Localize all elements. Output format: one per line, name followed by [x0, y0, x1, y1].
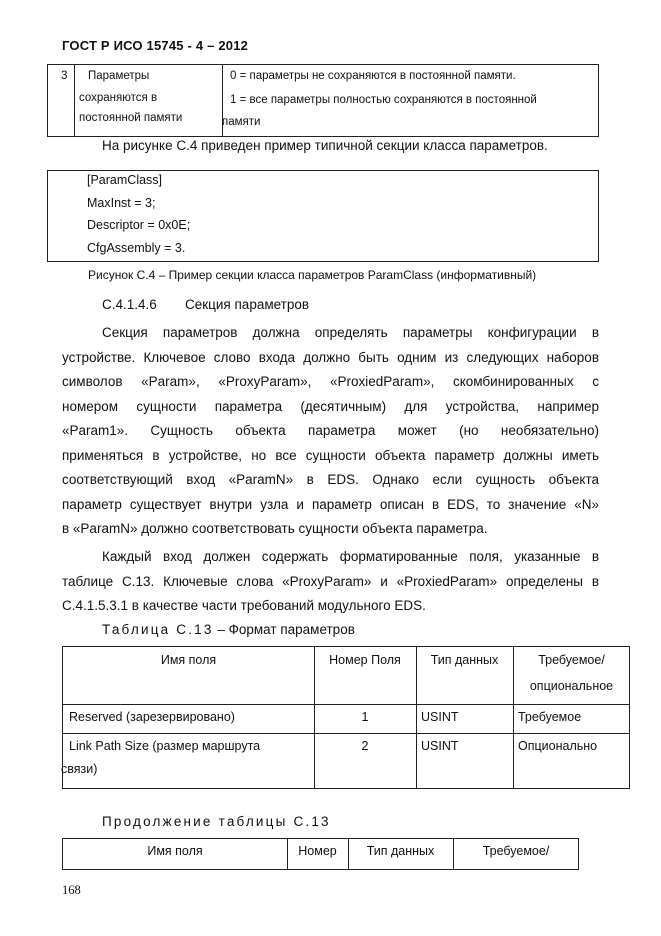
intro-paragraph: На рисунке C.4 приведен пример типичной секции класса параметров.: [102, 138, 548, 153]
param-name-line: сохраняются в: [79, 92, 158, 104]
continuation-title: Продолжение таблицы C.13: [102, 814, 331, 829]
param-desc-line: 1 = все параметры полностью сохраняются в постоянной: [230, 94, 537, 106]
table-title-label: Таблица C.13: [102, 622, 214, 637]
param-name-line: постоянной памяти: [79, 112, 183, 124]
row-name: Reserved (зарезервировано): [69, 710, 235, 724]
header-number: Номер: [298, 844, 337, 858]
table-title: [102, 622, 355, 637]
table-divider: [63, 704, 629, 705]
row-number: 3: [61, 70, 68, 82]
figure-caption: Рисунок C.4 – Пример секции класса параметров ParamClass (информативный): [88, 268, 537, 282]
code-block: [47, 170, 599, 262]
body-line: применяться в устройстве, но все сущности объекта параметр должны иметь: [62, 447, 599, 463]
page-header: ГОСТ Р ИСО 15745 - 4 – 2012: [62, 38, 249, 53]
code-line: Descriptor = 0x0E;: [87, 218, 191, 232]
header-optional: опциональное: [529, 679, 614, 693]
body-line: C.4.1.5.3.1 в качестве части требований модульного EDS.: [62, 598, 426, 613]
body-line: устройстве. Ключевое слово входа должно быть одним из следующих наборов: [62, 349, 599, 365]
body-paragraph-2: [62, 545, 599, 619]
body-line: Секция параметров должна определять параметры конфигурации в: [102, 325, 599, 340]
table-title-rest: – Формат параметров: [213, 622, 355, 637]
param-desc-line: памяти: [222, 116, 261, 128]
code-line: [ParamClass]: [87, 173, 163, 187]
header-name: Имя поля: [147, 844, 203, 858]
continuation-table: [62, 838, 579, 870]
page-number: 168: [62, 883, 81, 897]
body-line: таблице C.13. Ключевые слова «ProxyParam» и «ProxiedParam» определены в: [62, 573, 599, 589]
body-paragraph: [62, 321, 599, 542]
header-required: Требуемое/: [482, 844, 550, 858]
header-required: Требуемое/: [538, 653, 605, 667]
row-required: Требуемое: [518, 710, 582, 724]
body-line: символов «Param», «ProxyParam», «ProxiedParam», скомбинированных с: [62, 374, 599, 389]
body-line: параметр существует внутри узла и параметр описан в EDS, то значение «N»: [62, 496, 599, 512]
row-number: 2: [361, 739, 369, 753]
body-line: Каждый вход должен содержать форматированные поля, указанные в: [102, 549, 599, 564]
body-line: номером сущности параметра (десятичным) для устройства, например: [62, 398, 599, 414]
row-name: Link Path Size (размер маршрута: [69, 739, 261, 753]
table-divider: [74, 65, 75, 136]
header-name: Имя поля: [160, 653, 217, 667]
section-number: C.4.1.4.6: [102, 297, 157, 312]
header-number: Номер Поля: [329, 653, 401, 667]
table-divider: [513, 647, 514, 788]
code-line: CfgAssembly = 3.: [87, 241, 186, 255]
header-type: Тип данных: [366, 844, 435, 858]
body-line: в «ParamN» должно соответствовать сущности объекта параметра.: [62, 521, 488, 536]
header-type: Тип данных: [430, 653, 499, 667]
row-number: 1: [361, 710, 369, 724]
row-required: Опционально: [518, 739, 598, 753]
param-desc-line: 0 = параметры не сохраняются в постоянной памяти.: [230, 70, 516, 82]
row-type: USINT: [421, 710, 459, 724]
table-divider: [63, 733, 629, 734]
param-name-line: Параметры: [88, 70, 150, 82]
top-table: [47, 64, 599, 137]
code-line: MaxInst = 3;: [87, 196, 156, 210]
body-line: соответствующий вход «ParamN» в EDS. Однако если сущность объекта: [62, 472, 599, 487]
params-table: [62, 646, 630, 789]
section-title: Секция параметров: [185, 297, 310, 312]
table-divider: [416, 647, 417, 788]
row-type: USINT: [421, 739, 459, 753]
row-name-cont: связи): [61, 762, 98, 776]
body-line: «Param1». Сущность объекта параметра может (но необязательно): [62, 423, 599, 438]
